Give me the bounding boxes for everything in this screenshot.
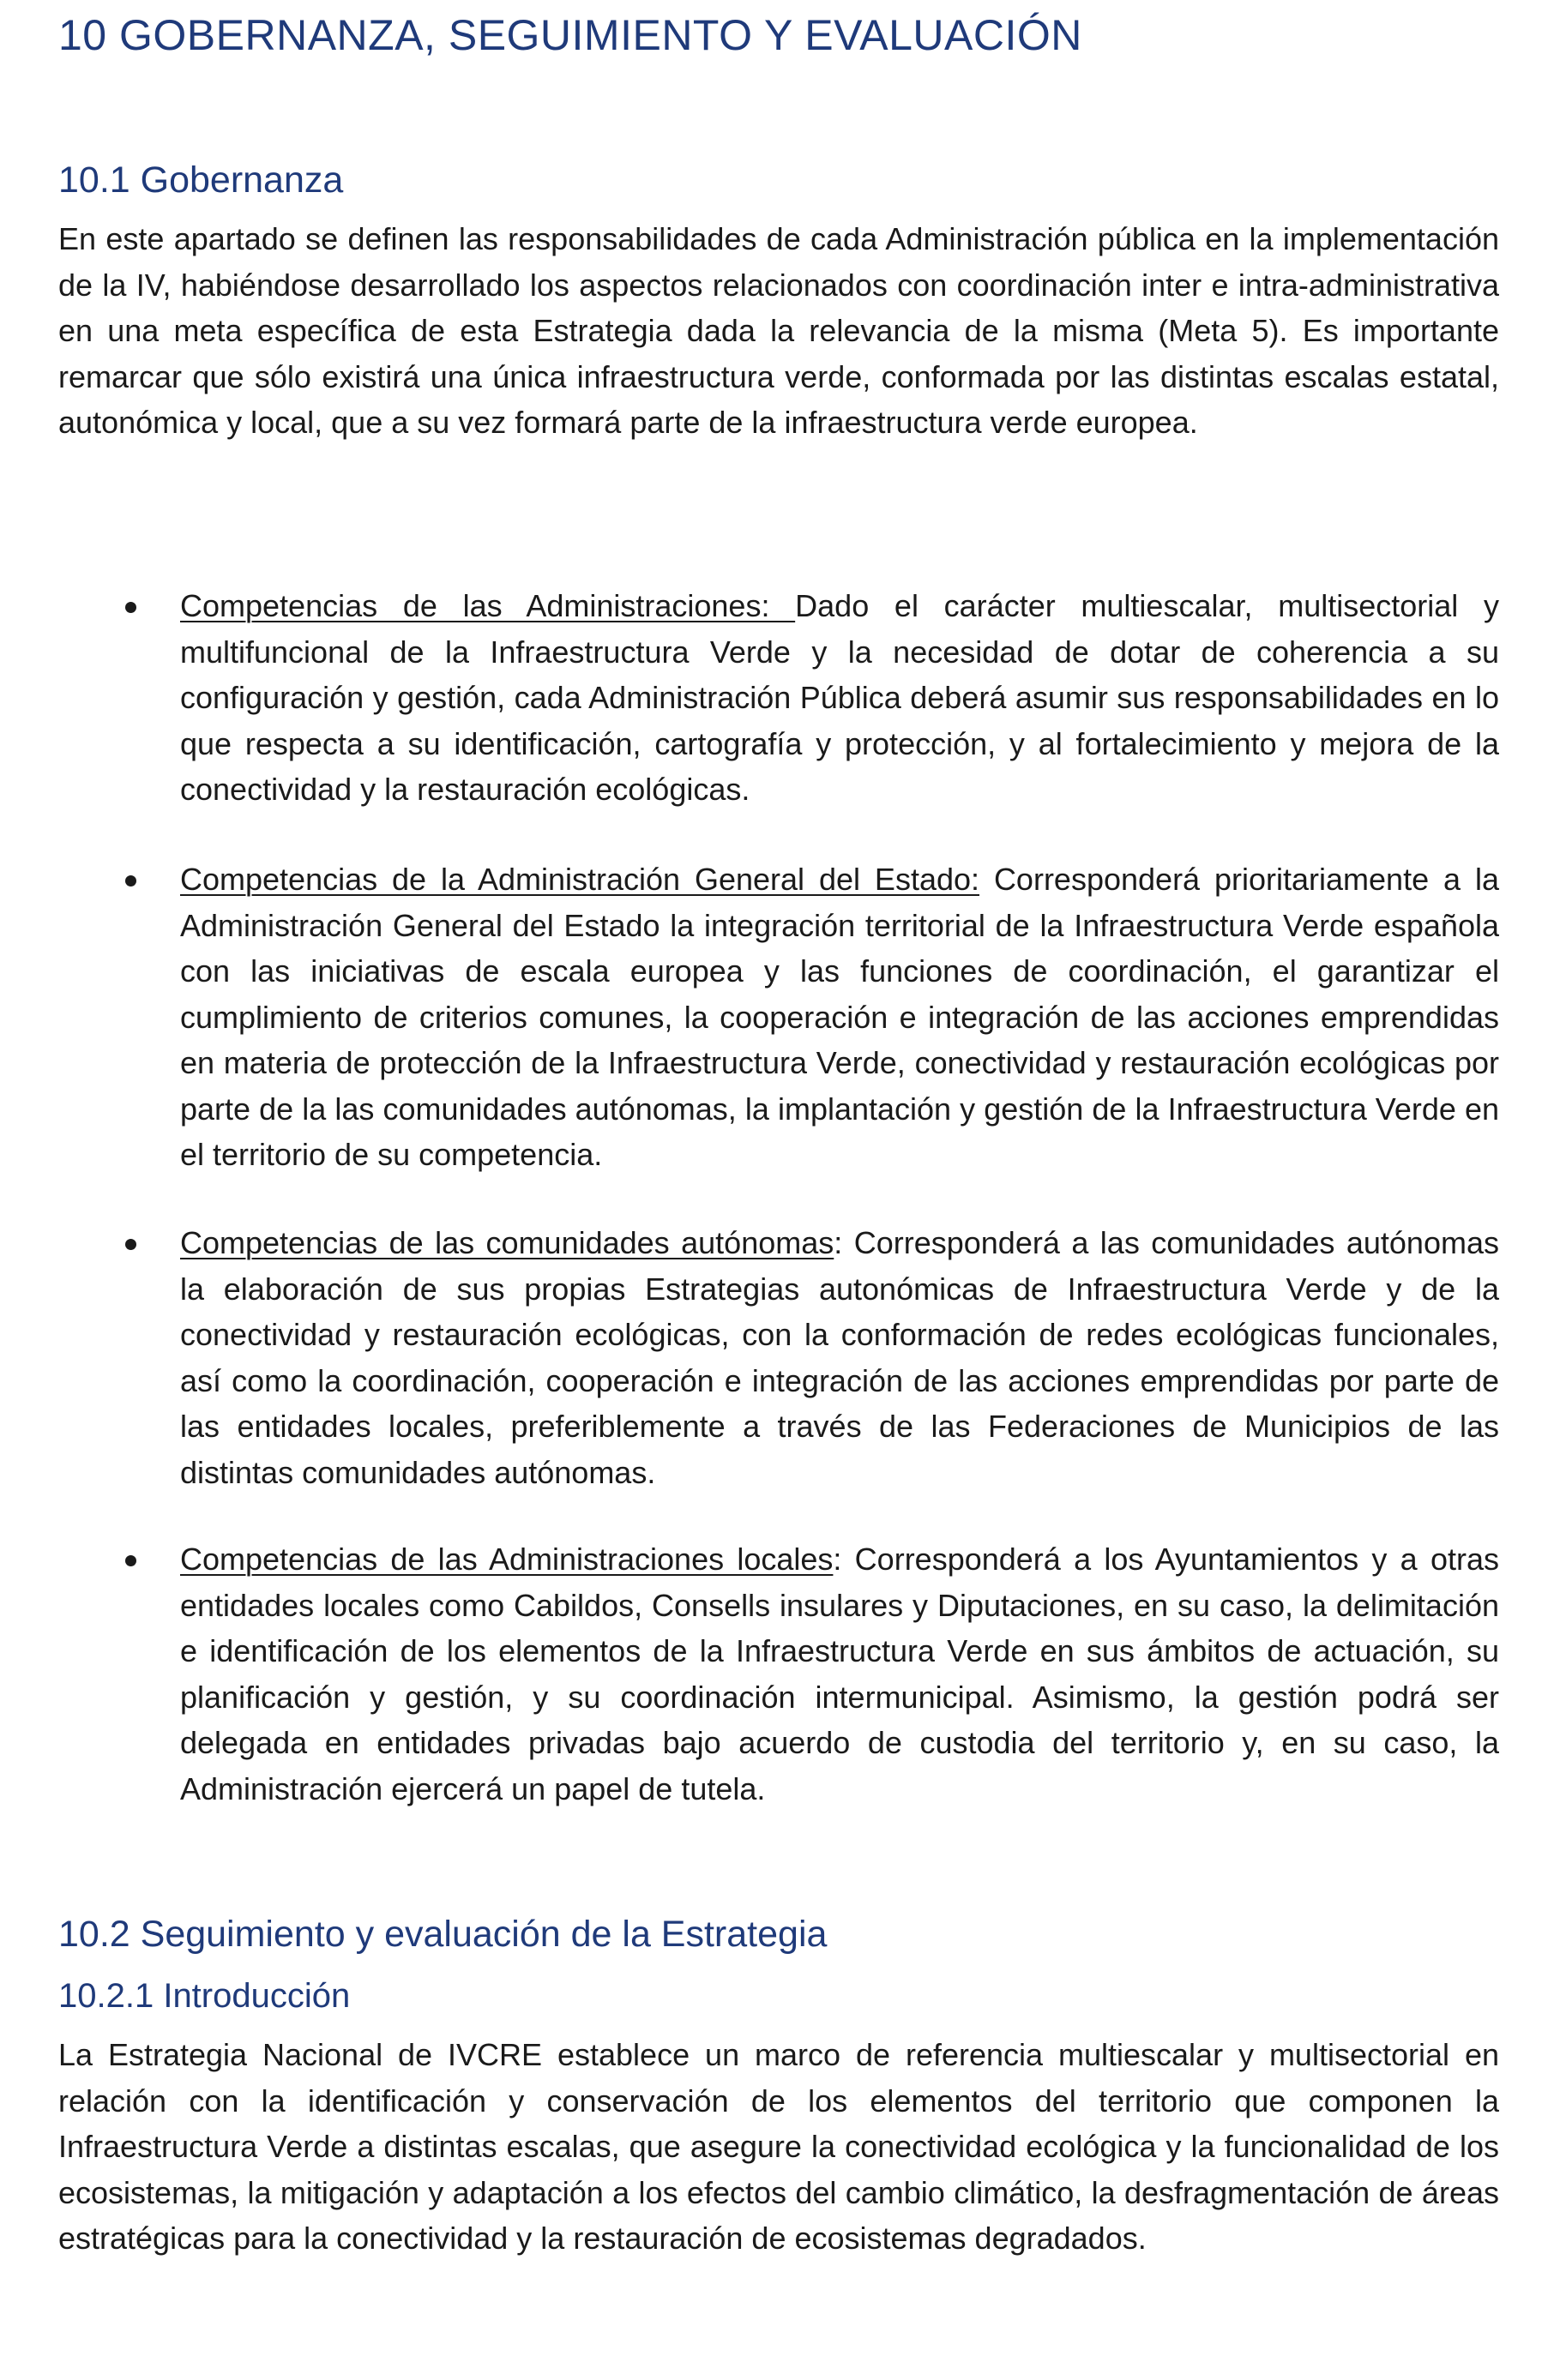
list-item-text bbox=[180, 1220, 1499, 1495]
list-item-text bbox=[180, 856, 1499, 1178]
bullet-icon bbox=[125, 1555, 136, 1566]
chapter-title: 10 GOBERNANZA, SEGUIMIENTO Y EVALUACIÓN bbox=[58, 11, 1082, 59]
bullet-icon bbox=[125, 1239, 136, 1250]
bullet-icon bbox=[125, 875, 136, 886]
list-item-body: Corresponderá prioritariamente a la Administración General del Estado la integración territorial de la Infraestructura Verde española con las iniciativas de escala europea y las funciones de coordinación, el garantizar el cumplimiento de criterios comunes, la cooperación e integración de las acciones emprendidas en materia de protección de la Infraestructura Verde, conectividad y restauración ecológicas por parte de la las comunidades autónomas, la implantación y gestión de la Infraestructura Verde en el territorio de su competencia. bbox=[180, 862, 1499, 1172]
list-item-lead: Competencias de las comunidades autónomas bbox=[180, 1225, 834, 1260]
section-title-seguimiento: 10.2 Seguimiento y evaluación de la Estrategia bbox=[58, 1914, 828, 1955]
list-item-text bbox=[180, 583, 1499, 813]
list-item-body: : Corresponderá a los Ayuntamientos y a otras entidades locales como Cabildos, Consells insulares y Diputaciones, en su caso, la delimitación e identificación de los elementos de la Infraestructura Verde en sus ámbitos de actuación, su planificación y gestión, y su coordinación intermunicipal. Asimismo, la gestión podrá ser delegada en entidades privadas bajo acuerdo de custodia del territorio y, en su caso, la Administración ejercerá un papel de tutela. bbox=[180, 1542, 1499, 1806]
section-title-gobernanza: 10.1 Gobernanza bbox=[58, 159, 344, 201]
gobernanza-intro-paragraph: En este apartado se definen las responsabilidades de cada Administración pública en la implementación de la IV, habiéndose desarrollado los aspectos relacionados con coordinación inter e intra-administrativa en una meta específica de esta Estrategia dada la relevancia de la misma (Meta 5). Es importante remarcar que sólo existirá una única infraestructura verde, conformada por las distintas escalas estatal, autonómica y local, que a su vez formará parte de la infraestructura verde europea. bbox=[58, 221, 1499, 440]
list-item-lead: Competencias de la Administración General del Estado: bbox=[180, 862, 980, 897]
list-item-text bbox=[180, 1536, 1499, 1812]
list-item-lead: Competencias de las Administraciones: bbox=[180, 588, 796, 623]
list-item-body: : Corresponderá a las comunidades autónomas la elaboración de sus propias Estrategias autonómicas de Infraestructura Verde y de la conectividad y restauración ecológicas, con la conformación de redes ecológicas funcionales, así como la coordinación, cooperación e integración de las acciones emprendidas por parte de las entidades locales, preferiblemente a través de las Federaciones de Municipios de las distintas comunidades autónomas. bbox=[180, 1225, 1499, 1490]
introduccion-paragraph: La Estrategia Nacional de IVCRE establece un marco de referencia multiescalar y multisectorial en relación con la identificación y conservación de los elementos del territorio que componen la Infraestructura Verde a distintas escalas, que asegure la conectividad ecológica y la funcionalidad de los ecosistemas, la mitigación y adaptación a los efectos del cambio climático, la desfragmentación de áreas estratégicas para la conectividad y la restauración de ecosistemas degradados. bbox=[58, 2037, 1499, 2256]
bullet-icon bbox=[125, 602, 136, 613]
list-item-body: Dado el carácter multiescalar, multisectorial y multifuncional de la Infraestructura Verde y la necesidad de dotar de coherencia a su configuración y gestión, cada Administración Pública deberá asumir sus responsabilidades en lo que respecta a su identificación, cartografía y protección, y al fortalecimiento y mejora de la conectividad y la restauración ecológicas. bbox=[180, 588, 1499, 807]
list-item-lead: Competencias de las Administraciones locales bbox=[180, 1542, 834, 1577]
subsection-title-introduccion: 10.2.1 Introducción bbox=[58, 1977, 351, 2015]
